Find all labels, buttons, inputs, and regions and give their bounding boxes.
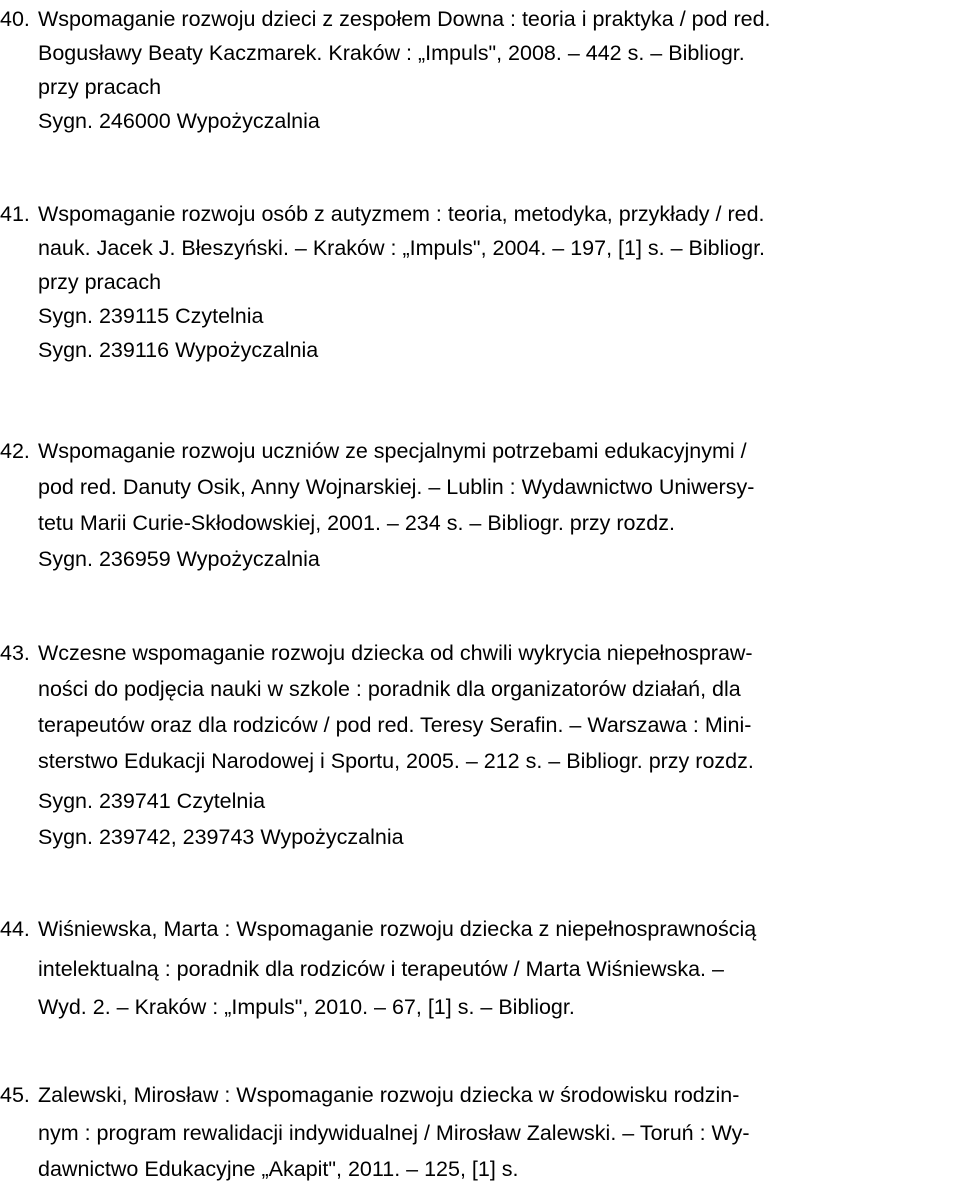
entry-line: nauk. Jacek J. Błeszyński. – Kraków : „Impuls", 2004. – 197, [1] s. – Bibliogr. [38,236,766,260]
entry-line: tetu Marii Curie-Skłodowskiej, 2001. – 234 s. – Bibliogr. przy rozdz. [38,511,675,535]
entry-line: terapeutów oraz dla rodziców / pod red. Teresy Serafin. – Warszawa : Mini- [38,713,752,737]
entry-line: Bogusławy Beaty Kaczmarek. Kraków : „Impuls", 2008. – 442 s. – Bibliogr. [38,41,745,65]
entry-number: 40. [0,7,30,31]
entry-line: dawnictwo Edukacyjne „Akapit", 2011. – 125, [1] s. [38,1157,519,1181]
entry-number: 44. [0,917,30,941]
entry-line: Sygn. 239742, 239743 Wypożyczalnia [38,825,404,849]
entry-line: przy pracach [38,270,162,294]
entry-line: Wspomaganie rozwoju uczniów ze specjalnymi potrzebami edukacyjnymi / [38,439,747,463]
entry-number: 42. [0,439,30,463]
entry-number: 43. [0,641,30,665]
entry-line: Wczesne wspomaganie rozwoju dziecka od chwili wykrycia niepełnospraw- [38,641,753,665]
entry-line: Wyd. 2. – Kraków : „Impuls", 2010. – 67, [1] s. – Bibliogr. [38,995,575,1019]
entry-line: ności do podjęcia nauki w szkole : poradnik dla organizatorów działań, dla [38,677,741,701]
entry-line: Sygn. 239741 Czytelnia [38,789,266,813]
entry-line: Wiśniewska, Marta : Wspomaganie rozwoju dziecka z niepełnosprawnością [38,917,757,941]
entry-line: Wspomaganie rozwoju dzieci z zespołem Downa : teoria i praktyka / pod red. [38,7,771,31]
entry-number: 41. [0,202,30,226]
entry-line: Sygn. 246000 Wypożyczalnia [38,109,320,133]
entry-line: Sygn. 236959 Wypożyczalnia [38,547,320,571]
entry-line: nym : program rewalidacji indywidualnej / Mirosław Zalewski. – Toruń : Wy- [38,1121,750,1145]
entry-line: sterstwo Edukacji Narodowej i Sportu, 2005. – 212 s. – Bibliogr. przy rozdz. [38,749,754,773]
entry-line: Zalewski, Mirosław : Wspomaganie rozwoju dziecka w środowisku rodzin- [38,1083,740,1107]
entry-line: przy pracach [38,75,162,99]
entry-line: Wspomaganie rozwoju osób z autyzmem : teoria, metodyka, przykłady / red. [38,202,765,226]
entry-line: pod red. Danuty Osik, Anny Wojnarskiej. – Lublin : Wydawnictwo Uniwersy- [38,475,755,499]
entry-line: Sygn. 239116 Wypożyczalnia [38,338,319,362]
entry-number: 45. [0,1083,30,1107]
entry-line: Sygn. 239115 Czytelnia [38,304,264,328]
entry-line: intelektualną : poradnik dla rodziców i terapeutów / Marta Wiśniewska. – [38,957,724,981]
